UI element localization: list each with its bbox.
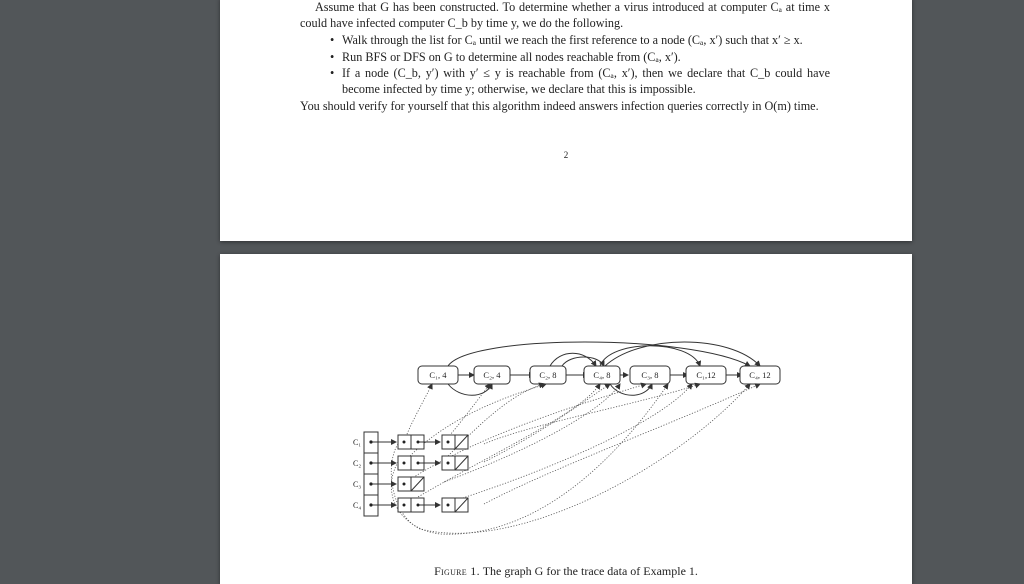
page-text	[300, 0, 830, 115]
graph-node-label: C₂, 8	[539, 370, 557, 380]
graph-node-label: C₄, 12	[749, 370, 771, 380]
graph-node-label: C₄, 8	[593, 370, 611, 380]
row-label: C₁	[353, 438, 362, 447]
graph-node-label: C₁, 4	[429, 370, 447, 380]
bullet-item: • If a node (C_b, y′) with y′ ≤ y is reachable from (Cₐ, x′), then we declare that C_b could have become infected by time y; otherwise, we declare that this is impossible.	[342, 66, 830, 97]
row-label: C₂	[353, 459, 362, 468]
row-label: C₄	[353, 501, 362, 510]
caption-text: The graph G for the trace data of Example 1.	[482, 564, 698, 578]
conclusion-paragraph: You should verify for yourself that this algorithm indeed answers infection queries correctly in O(m) time.	[300, 99, 819, 113]
pdf-page-2	[220, 254, 912, 584]
bullet-item: • Walk through the list for Cₐ until we reach the first reference to a node (Cₐ, x′) such that x′ ≥ x.	[342, 33, 830, 49]
figure-caption	[220, 564, 912, 579]
graph-node-label: C₁,12	[696, 370, 716, 380]
algorithm-steps	[300, 33, 830, 97]
bullet-item: • Run BFS or DFS on G to determine all nodes reachable from (Cₐ, x′).	[342, 50, 830, 66]
intro-paragraph: Assume that G has been constructed. To determine whether a virus introduced at computer Cₐ at time x could have infected computer C_b by time y, we do the following.	[300, 0, 830, 30]
graph-node-label: C₃, 8	[641, 370, 659, 380]
pdf-page-1	[220, 0, 912, 241]
graph-figure	[220, 254, 912, 559]
row-label: C₃	[353, 480, 362, 489]
adjacency-list	[353, 432, 468, 516]
page-number: 2	[563, 150, 569, 160]
caption-label: Figure 1.	[434, 564, 480, 578]
graph-node-label: C₂, 4	[483, 370, 501, 380]
